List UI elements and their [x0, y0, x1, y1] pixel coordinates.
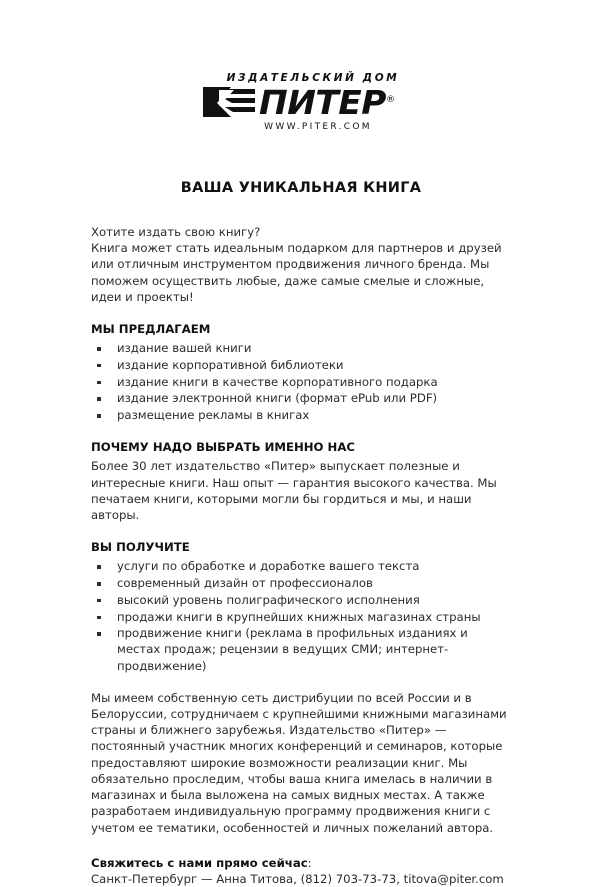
logo-inner: [201, 72, 400, 132]
closing-paragraph: Мы имеем собственную сеть дистрибуции по всей России и в Белоруссии, сотрудничаем с крупнейшими книжными магазинами страны и ближнего зарубежья. Издательство «Питер» — постоянный участник многих конференций и семинаров, которые предоставляют широкие возможности реализации книг. Мы обязательно проследим, чтобы ваша книга имелась в наличии в магазинах и была выложена на самых видных местах. А также разработаем индивидуальную программу продвижения книги с учетом ее тематики, особенностей и личных пожеланий автора.: [91, 690, 507, 835]
logo-website-url: WWW.PITER.COM: [264, 122, 372, 132]
offers-list: [91, 340, 511, 423]
contact-lead-colon: :: [307, 855, 312, 870]
bullet-square-icon: [97, 381, 101, 385]
logo-tagline: ИЗДАТЕЛЬСКИЙ ДОМ: [226, 72, 400, 84]
list-item: [91, 575, 511, 591]
benefits-list: [91, 558, 511, 673]
contact-lead-label: Свяжитесь с нами прямо сейчас: [91, 855, 308, 870]
list-item: [91, 407, 511, 423]
list-item: [91, 357, 511, 373]
list-item-label: услуги по обработке и доработке вашего текста: [117, 559, 420, 574]
bullet-square-icon: [97, 364, 101, 368]
contact-lead-line: [91, 852, 511, 871]
registered-trademark-icon: ®: [385, 95, 395, 105]
list-item: [91, 374, 511, 390]
publisher-logo: [0, 72, 600, 133]
list-item-label: продажи книги в крупнейших книжных магазинах страны: [117, 609, 481, 624]
list-item-label: издание электронной книги (формат ePub или PDF): [117, 391, 438, 406]
list-item: [91, 592, 511, 608]
logo-wordmark: [258, 83, 395, 122]
list-item-label: издание книги в качестве корпоративного подарка: [117, 374, 438, 389]
bullet-square-icon: [97, 397, 101, 401]
document-content: [91, 180, 511, 887]
intro-line-2: Книга может стать идеальным подарком для партнеров и друзей или отличным инструментом продвижения личного бренда. Мы поможем осуществить любые, даже самые смелые и сложные, идеи и проекты!: [91, 241, 502, 304]
logo-wordmark-text: ПИТЕР: [258, 83, 386, 122]
list-item: [91, 558, 511, 574]
intro-paragraph: [91, 224, 511, 305]
list-item: [91, 625, 511, 674]
list-item-label: издание корпоративной библиотеки: [117, 357, 344, 372]
list-item-label: издание вашей книги: [117, 341, 252, 356]
bullet-square-icon: [97, 599, 101, 603]
bullet-square-icon: [97, 632, 101, 636]
bullet-square-icon: [97, 414, 101, 418]
bullet-square-icon: [97, 616, 101, 620]
section-heading-offers: МЫ ПРЕДЛАГАЕМ: [91, 322, 211, 337]
section-heading-you-get: ВЫ ПОЛУЧИТЕ: [91, 540, 190, 555]
list-item-label: размещение рекламы в книгах: [117, 408, 310, 423]
intro-line-1: Хотите издать свою книгу?: [91, 225, 261, 239]
section-heading-why-us: ПОЧЕМУ НАДО ВЫБРАТЬ ИМЕННО НАС: [91, 440, 355, 455]
logo-main-row: [201, 83, 400, 122]
contact-block: [91, 852, 511, 887]
list-item: [91, 390, 511, 406]
list-item-label: высокий уровень полиграфического исполнения: [117, 592, 420, 607]
list-item: [91, 609, 511, 625]
contact-details: Санкт-Петербург — Анна Титова, (812) 703-73-73, titova@piter.com: [91, 871, 504, 886]
piter-chevron-swoosh-icon: [201, 86, 257, 119]
list-item-label: продвижение книги (реклама в профильных изданиях и местах продаж; рецензии в ведущих СМИ; интернет-продвижение): [117, 626, 468, 673]
list-item: [91, 340, 511, 356]
bullet-square-icon: [97, 565, 101, 569]
why-us-paragraph: Более 30 лет издательство «Питер» выпускает полезные и интересные книги. Наш опыт — гарантия высокого качества. Мы печатаем книги, которыми могли бы гордиться и мы, и наши авторы.: [91, 459, 497, 523]
list-item-label: современный дизайн от профессионалов: [117, 576, 373, 591]
page-title: ВАША УНИКАЛЬНАЯ КНИГА: [180, 180, 422, 196]
bullet-square-icon: [97, 582, 101, 586]
bullet-square-icon: [97, 347, 101, 351]
